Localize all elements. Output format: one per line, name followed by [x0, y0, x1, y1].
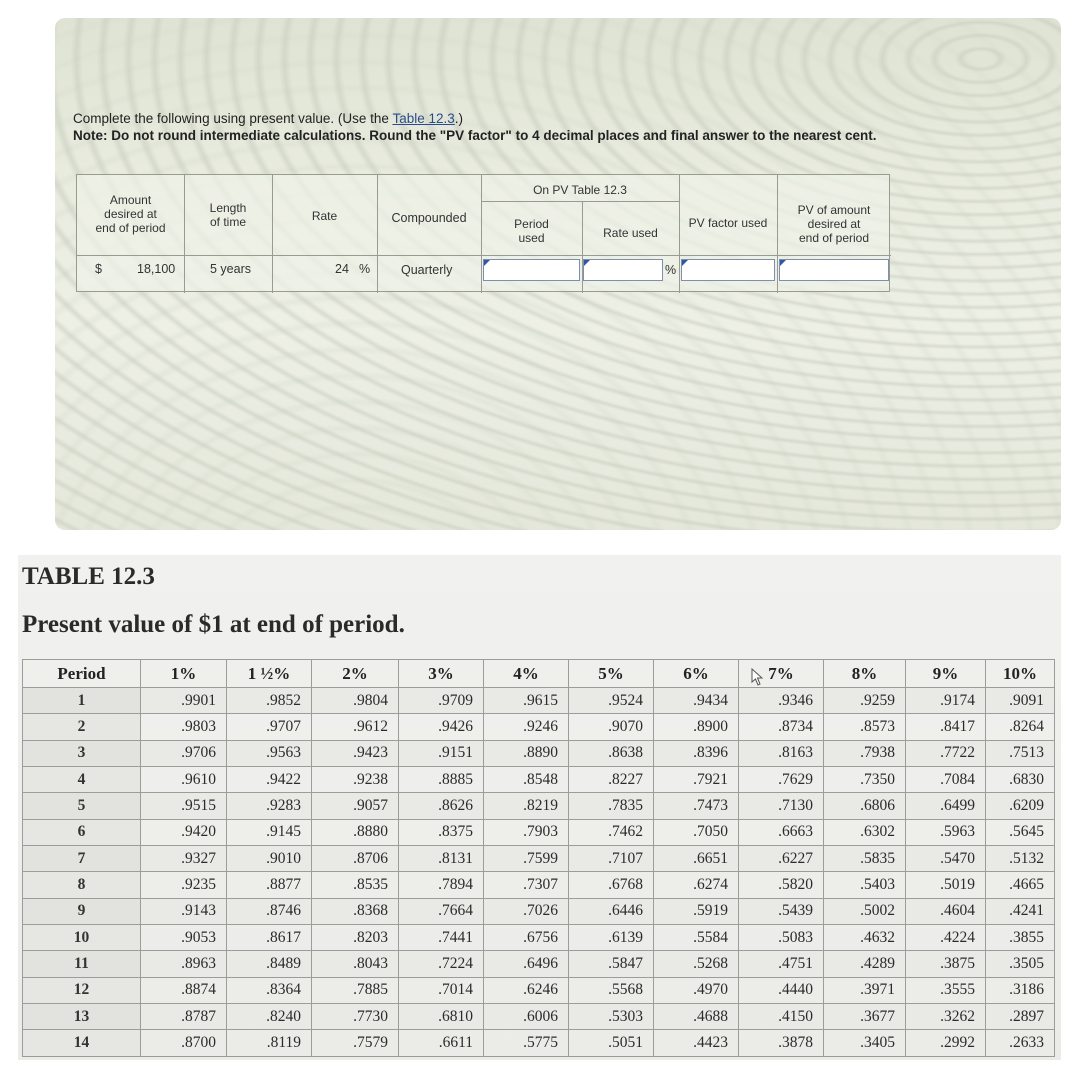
column-header: 9% — [906, 660, 986, 688]
header-on-pv-table: On PV Table 12.3 — [533, 183, 627, 197]
period-cell: 5 — [23, 793, 141, 819]
pv-factor-cell: .6496 — [484, 951, 569, 977]
pv-factor-cell: .8417 — [906, 714, 986, 740]
table-body — [23, 688, 1055, 1057]
header-length-line1: Length — [209, 201, 247, 215]
pv-factor-cell: .7938 — [824, 740, 906, 766]
pv-form-table — [76, 174, 890, 292]
input-marker-icon — [584, 260, 590, 266]
pv-factor-cell: .6499 — [906, 793, 986, 819]
rate-unit: % — [359, 262, 371, 276]
pv-factor-cell: .8734 — [739, 714, 824, 740]
pv-factor-cell: .8227 — [569, 767, 654, 793]
header-rate: Rate — [311, 209, 338, 223]
period-cell: 1 — [23, 688, 141, 714]
table-12-3-link[interactable]: Table 12.3 — [392, 111, 455, 126]
pv-factor-cell: .4688 — [654, 1004, 739, 1030]
pv-factor-cell: .7885 — [312, 977, 399, 1003]
pv-amount-input[interactable] — [779, 259, 889, 281]
pv-factor-cell: .8963 — [141, 951, 227, 977]
pv-factor-cell: .7629 — [739, 767, 824, 793]
pv-factor-cell: .7894 — [399, 872, 484, 898]
pv-factor-cell: .8043 — [312, 951, 399, 977]
pv-factor-cell: .6302 — [824, 819, 906, 845]
period-cell: 7 — [23, 846, 141, 872]
question-screen — [55, 18, 1061, 530]
pv-factor-cell: .5132 — [986, 846, 1055, 872]
period-cell: 10 — [23, 925, 141, 951]
pv-factor-cell: .5847 — [569, 951, 654, 977]
period-cell: 3 — [23, 740, 141, 766]
pv-factor-cell: .3677 — [824, 1004, 906, 1030]
pv-factor-cell: .9426 — [399, 714, 484, 740]
pv-factor-cell: .5645 — [986, 819, 1055, 845]
column-header: 5% — [569, 660, 654, 688]
header-compounded: Compounded — [391, 211, 467, 225]
pv-factor-cell: .5775 — [484, 1030, 569, 1057]
pv-factor-cell: .3262 — [906, 1004, 986, 1030]
pv-factor-cell: .8131 — [399, 846, 484, 872]
table-header-row — [23, 660, 1055, 688]
table-row — [23, 925, 1055, 951]
pv-factor-cell: .6830 — [986, 767, 1055, 793]
pv-factor-cell: .9143 — [141, 898, 227, 924]
column-header: 1 ½% — [227, 660, 312, 688]
column-header: 2% — [312, 660, 399, 688]
column-header: 6% — [654, 660, 739, 688]
pv-factor-cell: .8368 — [312, 898, 399, 924]
pv-factor-cell: .8700 — [141, 1030, 227, 1057]
header-length-line2: of time — [209, 215, 246, 229]
pv-factor-cell: .9524 — [569, 688, 654, 714]
pv-factor-input[interactable] — [681, 259, 775, 281]
pv-factor-cell: .9174 — [906, 688, 986, 714]
period-cell: 9 — [23, 898, 141, 924]
pv-factor-cell: .8874 — [141, 977, 227, 1003]
pv-factor-cell: .9707 — [227, 714, 312, 740]
header-amount — [77, 193, 184, 235]
mouse-cursor-icon — [751, 668, 765, 686]
input-marker-icon — [484, 260, 490, 266]
pv-factor-cell: .7664 — [399, 898, 484, 924]
period-cell: 8 — [23, 872, 141, 898]
pv-factor-cell: .3855 — [986, 925, 1055, 951]
pv-factor-cell: .5568 — [569, 977, 654, 1003]
instruction-text: Complete the following using present value. (Use the — [73, 111, 393, 126]
pv-factor-cell: .8396 — [654, 740, 739, 766]
pv-factor-cell: .3555 — [906, 977, 986, 1003]
pv-factor-cell: .5268 — [654, 951, 739, 977]
pv-factor-cell: .7599 — [484, 846, 569, 872]
pv-factor-cell: .5963 — [906, 819, 986, 845]
period-used-input[interactable] — [483, 259, 580, 281]
table-row — [23, 977, 1055, 1003]
pv-factor-cell: .8264 — [986, 714, 1055, 740]
pv-factor-cell: .4751 — [739, 951, 824, 977]
table-row — [23, 688, 1055, 714]
pv-factor-cell: .9091 — [986, 688, 1055, 714]
pv-factor-cell: .9422 — [227, 767, 312, 793]
pv-factor-cell: .7224 — [399, 951, 484, 977]
pv-factor-cell: .8573 — [824, 714, 906, 740]
pv-factor-cell: .7513 — [986, 740, 1055, 766]
pv-factor-cell: .5051 — [569, 1030, 654, 1057]
header-pv-amount — [777, 203, 891, 245]
pv-factor-cell: .5584 — [654, 925, 739, 951]
pv-factor-cell: .6006 — [484, 1004, 569, 1030]
pv-factor-cell: .4970 — [654, 977, 739, 1003]
pv-factor-cell: .9423 — [312, 740, 399, 766]
pv-factor-cell: .8535 — [312, 872, 399, 898]
length-value: 5 years — [210, 262, 251, 276]
header-amount-line1: Amount — [109, 193, 152, 207]
pv-factor-cell: .3875 — [906, 951, 986, 977]
column-header: 1% — [141, 660, 227, 688]
pv-factor-cell: .6209 — [986, 793, 1055, 819]
column-header: 10% — [986, 660, 1055, 688]
table-row — [23, 846, 1055, 872]
pv-factor-cell: .9238 — [312, 767, 399, 793]
pv-factor-cell: .9612 — [312, 714, 399, 740]
compounded-value: Quarterly — [401, 263, 453, 277]
pv-factor-cell: .7579 — [312, 1030, 399, 1057]
pv-factor-cell: .9709 — [399, 688, 484, 714]
pv-factor-cell: .9145 — [227, 819, 312, 845]
table-row — [23, 898, 1055, 924]
pv-factor-cell: .7084 — [906, 767, 986, 793]
pv-factor-cell: .5083 — [739, 925, 824, 951]
column-header: 3% — [399, 660, 484, 688]
pv-factor-cell: .9515 — [141, 793, 227, 819]
pv-factor-cell: .4665 — [986, 872, 1055, 898]
pv-factor-cell: .8877 — [227, 872, 312, 898]
header-amount-line3: end of period — [95, 221, 166, 235]
pv-factor-cell: .8706 — [312, 846, 399, 872]
table-row — [23, 740, 1055, 766]
pv-factor-cell: .8364 — [227, 977, 312, 1003]
pv-factor-cell: .8890 — [484, 740, 569, 766]
pv-factor-cell: .8548 — [484, 767, 569, 793]
pv-factor-cell: .5403 — [824, 872, 906, 898]
pv-factor-cell: .6139 — [569, 925, 654, 951]
pv-factor-cell: .9610 — [141, 767, 227, 793]
header-period-used-line2: used — [518, 231, 545, 245]
pv-factor-cell: .5919 — [654, 898, 739, 924]
pv-factor-cell: .7026 — [484, 898, 569, 924]
pv-factor-cell: .4604 — [906, 898, 986, 924]
pv-factor-cell: .5835 — [824, 846, 906, 872]
column-header: 4% — [484, 660, 569, 688]
pv-factor-cell: .8489 — [227, 951, 312, 977]
amount-value: 18,100 — [137, 262, 176, 276]
pv-factor-cell: .8787 — [141, 1004, 227, 1030]
rate-used-input[interactable] — [583, 259, 663, 281]
period-cell: 12 — [23, 977, 141, 1003]
pv-factor-cell: .9852 — [227, 688, 312, 714]
table-row — [23, 819, 1055, 845]
input-marker-icon — [682, 260, 688, 266]
period-cell: 14 — [23, 1030, 141, 1057]
pv-factor-cell: .5439 — [739, 898, 824, 924]
header-length — [184, 201, 272, 229]
pv-factor-cell: .7350 — [824, 767, 906, 793]
pv-factor-cell: .7307 — [484, 872, 569, 898]
pv-factor-cell: .9259 — [824, 688, 906, 714]
column-header: 8% — [824, 660, 906, 688]
instruction-line — [73, 110, 1033, 127]
pv-factor-cell: .9057 — [312, 793, 399, 819]
pv-factor-cell: .9151 — [399, 740, 484, 766]
pv-factor-cell: .4150 — [739, 1004, 824, 1030]
pv-factor-cell: .8375 — [399, 819, 484, 845]
table-title: TABLE 12.3 — [22, 563, 155, 590]
rounding-note: Note: Do not round intermediate calculations. Round the "PV factor" to 4 decimal places and final answer to the nearest cent. — [73, 128, 877, 143]
header-rate-used: Rate used — [603, 226, 658, 240]
pv-factor-cell: .6227 — [739, 846, 824, 872]
rate-value: 24 — [335, 262, 349, 276]
pv-factor-cell: .6756 — [484, 925, 569, 951]
pv-factor-cell: .9563 — [227, 740, 312, 766]
pv-factor-cell: .7903 — [484, 819, 569, 845]
header-amount-line2: desired at — [104, 207, 157, 221]
header-pv-factor: PV factor used — [688, 216, 768, 230]
table-row — [23, 951, 1055, 977]
pv-factor-cell: .7835 — [569, 793, 654, 819]
pv-factor-cell: .9246 — [484, 714, 569, 740]
pv-table-page — [18, 555, 1061, 1060]
column-header: Period — [23, 660, 141, 688]
pv-factor-cell: .8638 — [569, 740, 654, 766]
pv-factor-cell: .4241 — [986, 898, 1055, 924]
pv-factor-cell: .7107 — [569, 846, 654, 872]
pv-factor-cell: .6651 — [654, 846, 739, 872]
pv-factor-cell: .8119 — [227, 1030, 312, 1057]
pv-factor-cell: .9420 — [141, 819, 227, 845]
column-header: 7% — [739, 660, 824, 688]
header-pv-amount-line3: end of period — [798, 231, 870, 245]
pv-factor-cell: .9804 — [312, 688, 399, 714]
pv-factor-cell: .7921 — [654, 767, 739, 793]
pv-factor-cell: .8240 — [227, 1004, 312, 1030]
table-row — [23, 1030, 1055, 1057]
pv-factor-cell: .3405 — [824, 1030, 906, 1057]
pv-factor-cell: .9235 — [141, 872, 227, 898]
pv-factor-cell: .7462 — [569, 819, 654, 845]
pv-factor-cell: .6768 — [569, 872, 654, 898]
pv-factor-cell: .3971 — [824, 977, 906, 1003]
instruction-suffix: .) — [454, 111, 463, 126]
pv-factor-cell: .7441 — [399, 925, 484, 951]
header-pv-amount-line2: desired at — [807, 217, 861, 231]
pv-factor-cell: .9901 — [141, 688, 227, 714]
table-row — [23, 1004, 1055, 1030]
pv-factor-cell: .4224 — [906, 925, 986, 951]
rate-used-unit: % — [665, 263, 677, 277]
pv-factor-cell: .5002 — [824, 898, 906, 924]
pv-factor-cell: .8880 — [312, 819, 399, 845]
pv-factor-cell: .8219 — [484, 793, 569, 819]
pv-factor-cell: .7014 — [399, 977, 484, 1003]
period-cell: 6 — [23, 819, 141, 845]
pv-factor-cell: .8163 — [739, 740, 824, 766]
pv-factor-cell: .8617 — [227, 925, 312, 951]
pv-factor-cell: .5470 — [906, 846, 986, 872]
pv-factor-cell: .3505 — [986, 951, 1055, 977]
pv-factor-cell: .7130 — [739, 793, 824, 819]
pv-factor-cell: .9053 — [141, 925, 227, 951]
pv-factor-cell: .7730 — [312, 1004, 399, 1030]
header-period-used — [481, 217, 582, 245]
pv-factor-cell: .4423 — [654, 1030, 739, 1057]
pv-factor-cell: .4440 — [739, 977, 824, 1003]
currency-symbol: $ — [95, 262, 102, 276]
pv-factor-cell: .4289 — [824, 951, 906, 977]
pv-factor-cell: .9327 — [141, 846, 227, 872]
input-marker-icon — [780, 260, 786, 266]
pv-factor-cell: .8885 — [399, 767, 484, 793]
pv-factor-cell: .6806 — [824, 793, 906, 819]
instructions — [73, 110, 1033, 144]
pv-factor-cell: .4632 — [824, 925, 906, 951]
pv-factor-cell: .7722 — [906, 740, 986, 766]
table-subtitle: Present value of $1 at end of period. — [22, 611, 405, 638]
pv-factor-cell: .9434 — [654, 688, 739, 714]
pv-factor-cell: .3186 — [986, 977, 1055, 1003]
period-cell: 11 — [23, 951, 141, 977]
header-pv-amount-line1: PV of amount — [797, 203, 871, 217]
pv-factor-cell: .6246 — [484, 977, 569, 1003]
table-row — [23, 793, 1055, 819]
pv-factor-cell: .6663 — [739, 819, 824, 845]
period-cell: 13 — [23, 1004, 141, 1030]
pv-factor-cell: .5303 — [569, 1004, 654, 1030]
pv-factor-cell: .9706 — [141, 740, 227, 766]
header-period-used-line1: Period — [514, 217, 549, 231]
present-value-table — [22, 659, 1055, 1057]
pv-factor-cell: .8746 — [227, 898, 312, 924]
pv-factor-cell: .2897 — [986, 1004, 1055, 1030]
table-row — [23, 872, 1055, 898]
period-cell: 2 — [23, 714, 141, 740]
pv-factor-cell: .9803 — [141, 714, 227, 740]
pv-factor-cell: .7473 — [654, 793, 739, 819]
period-cell: 4 — [23, 767, 141, 793]
pv-factor-cell: .2633 — [986, 1030, 1055, 1057]
table-row — [23, 714, 1055, 740]
pv-factor-cell: .3878 — [739, 1030, 824, 1057]
pv-factor-cell: .8900 — [654, 714, 739, 740]
pv-factor-cell: .8626 — [399, 793, 484, 819]
pv-factor-cell: .6611 — [399, 1030, 484, 1057]
pv-factor-cell: .2992 — [906, 1030, 986, 1057]
pv-factor-cell: .9070 — [569, 714, 654, 740]
pv-factor-cell: .9346 — [739, 688, 824, 714]
pv-factor-cell: .6810 — [399, 1004, 484, 1030]
table-row — [23, 767, 1055, 793]
pv-factor-cell: .9010 — [227, 846, 312, 872]
pv-factor-cell: .8203 — [312, 925, 399, 951]
pv-factor-cell: .7050 — [654, 819, 739, 845]
pv-factor-cell: .5820 — [739, 872, 824, 898]
pv-factor-cell: .6274 — [654, 872, 739, 898]
pv-factor-cell: .6446 — [569, 898, 654, 924]
pv-factor-cell: .9615 — [484, 688, 569, 714]
pv-factor-cell: .9283 — [227, 793, 312, 819]
pv-factor-cell: .5019 — [906, 872, 986, 898]
